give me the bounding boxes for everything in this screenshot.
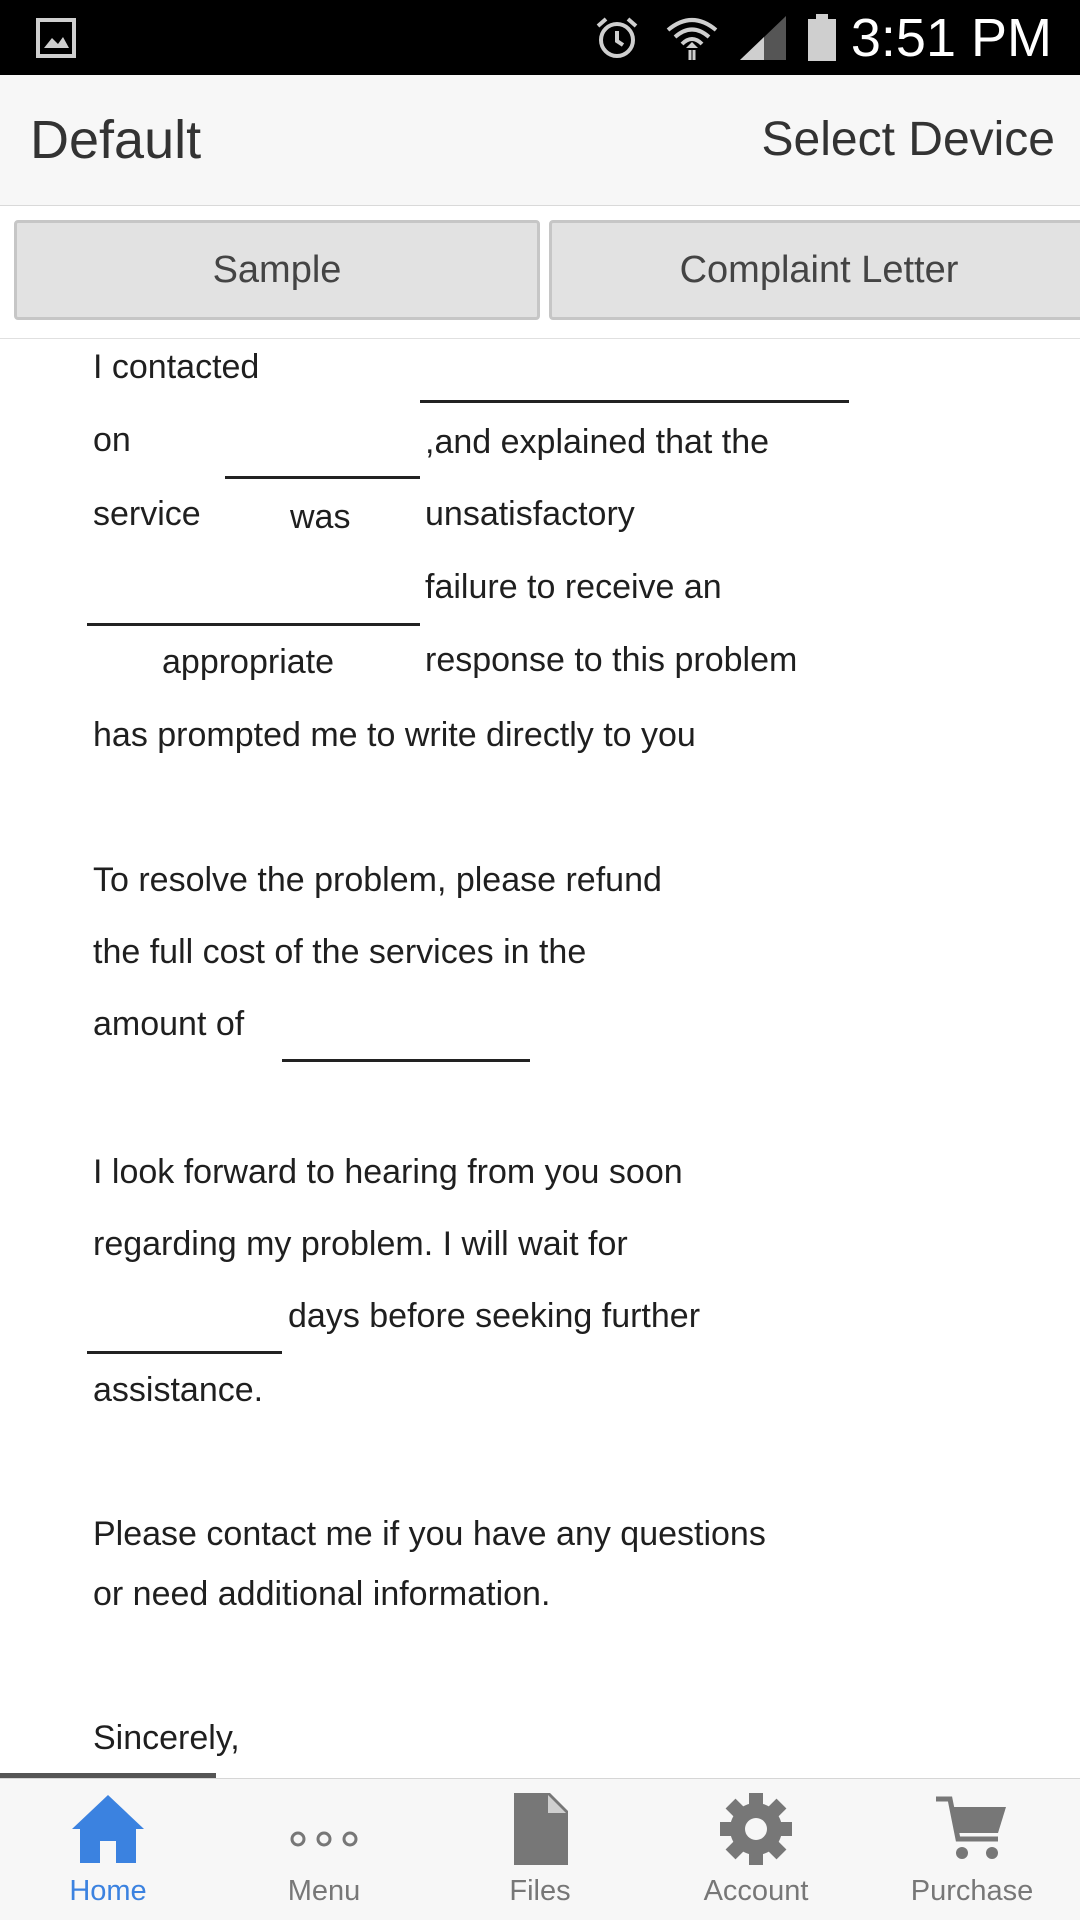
nav-menu[interactable] — [216, 1779, 432, 1921]
problem-blank[interactable] — [87, 623, 420, 626]
letter-text: I look forward to hearing from you soon — [93, 1153, 683, 1191]
select-device-button[interactable]: Select Device — [761, 113, 1055, 166]
letter-text: Sincerely, — [93, 1719, 240, 1757]
nav-label: Files — [509, 1875, 571, 1907]
gallery-icon — [36, 18, 76, 58]
letter-text: Please contact me if you have any questions — [93, 1515, 766, 1553]
page-title: Default — [30, 110, 202, 170]
letter-text: service — [93, 495, 201, 533]
nav-label: Purchase — [910, 1875, 1034, 1907]
amount-blank[interactable] — [282, 1059, 530, 1062]
tab-bar — [0, 206, 1080, 339]
letter-text: response to this problem — [425, 641, 798, 679]
tab-sample[interactable]: Sample — [14, 220, 540, 320]
alarm-icon — [592, 14, 642, 62]
app-header — [0, 75, 1080, 206]
nav-label: Home — [69, 1875, 147, 1907]
letter-text: regarding my problem. I will wait for — [93, 1225, 628, 1263]
bottom-nav — [0, 1778, 1080, 1920]
letter-text: ,and explained that the — [425, 423, 770, 461]
nav-label: Account — [703, 1875, 809, 1907]
letter-text: has prompted me to write directly to you — [93, 716, 696, 754]
letter-text: was — [290, 498, 351, 536]
nav-purchase[interactable] — [864, 1779, 1080, 1921]
gear-icon — [716, 1789, 796, 1869]
date-blank[interactable] — [225, 476, 420, 479]
letter-text: the full cost of the services in the — [93, 933, 587, 971]
letter-text: days before seeking further — [288, 1297, 701, 1335]
recipient-blank[interactable] — [420, 400, 849, 403]
nav-label: Menu — [287, 1875, 361, 1907]
file-icon — [500, 1789, 580, 1869]
letter-text: assistance. — [93, 1371, 264, 1409]
signal-icon — [738, 14, 788, 62]
letter-text: on — [93, 421, 131, 459]
nav-account[interactable] — [648, 1779, 864, 1921]
letter-text: amount of — [93, 1005, 245, 1043]
battery-icon — [806, 14, 838, 62]
letter-text: unsatisfactory — [425, 495, 635, 533]
wifi-icon — [664, 14, 720, 62]
tab-complaint-letter[interactable]: Complaint Letter — [549, 220, 1080, 320]
letter-text: To resolve the problem, please refund — [93, 861, 662, 899]
days-blank[interactable] — [87, 1351, 282, 1354]
status-time: 3:51 PM — [850, 8, 1052, 68]
letter-text: I contacted — [93, 348, 260, 386]
letter-content — [0, 340, 1080, 1780]
status-bar — [0, 0, 1080, 75]
letter-text: failure to receive an — [425, 568, 722, 606]
cart-icon — [932, 1789, 1012, 1869]
home-icon — [68, 1789, 148, 1869]
nav-home[interactable] — [0, 1779, 216, 1921]
letter-text: appropriate — [162, 643, 335, 681]
letter-text: or need additional information. — [93, 1575, 551, 1613]
more-dots-icon — [284, 1789, 364, 1869]
nav-files[interactable] — [432, 1779, 648, 1921]
